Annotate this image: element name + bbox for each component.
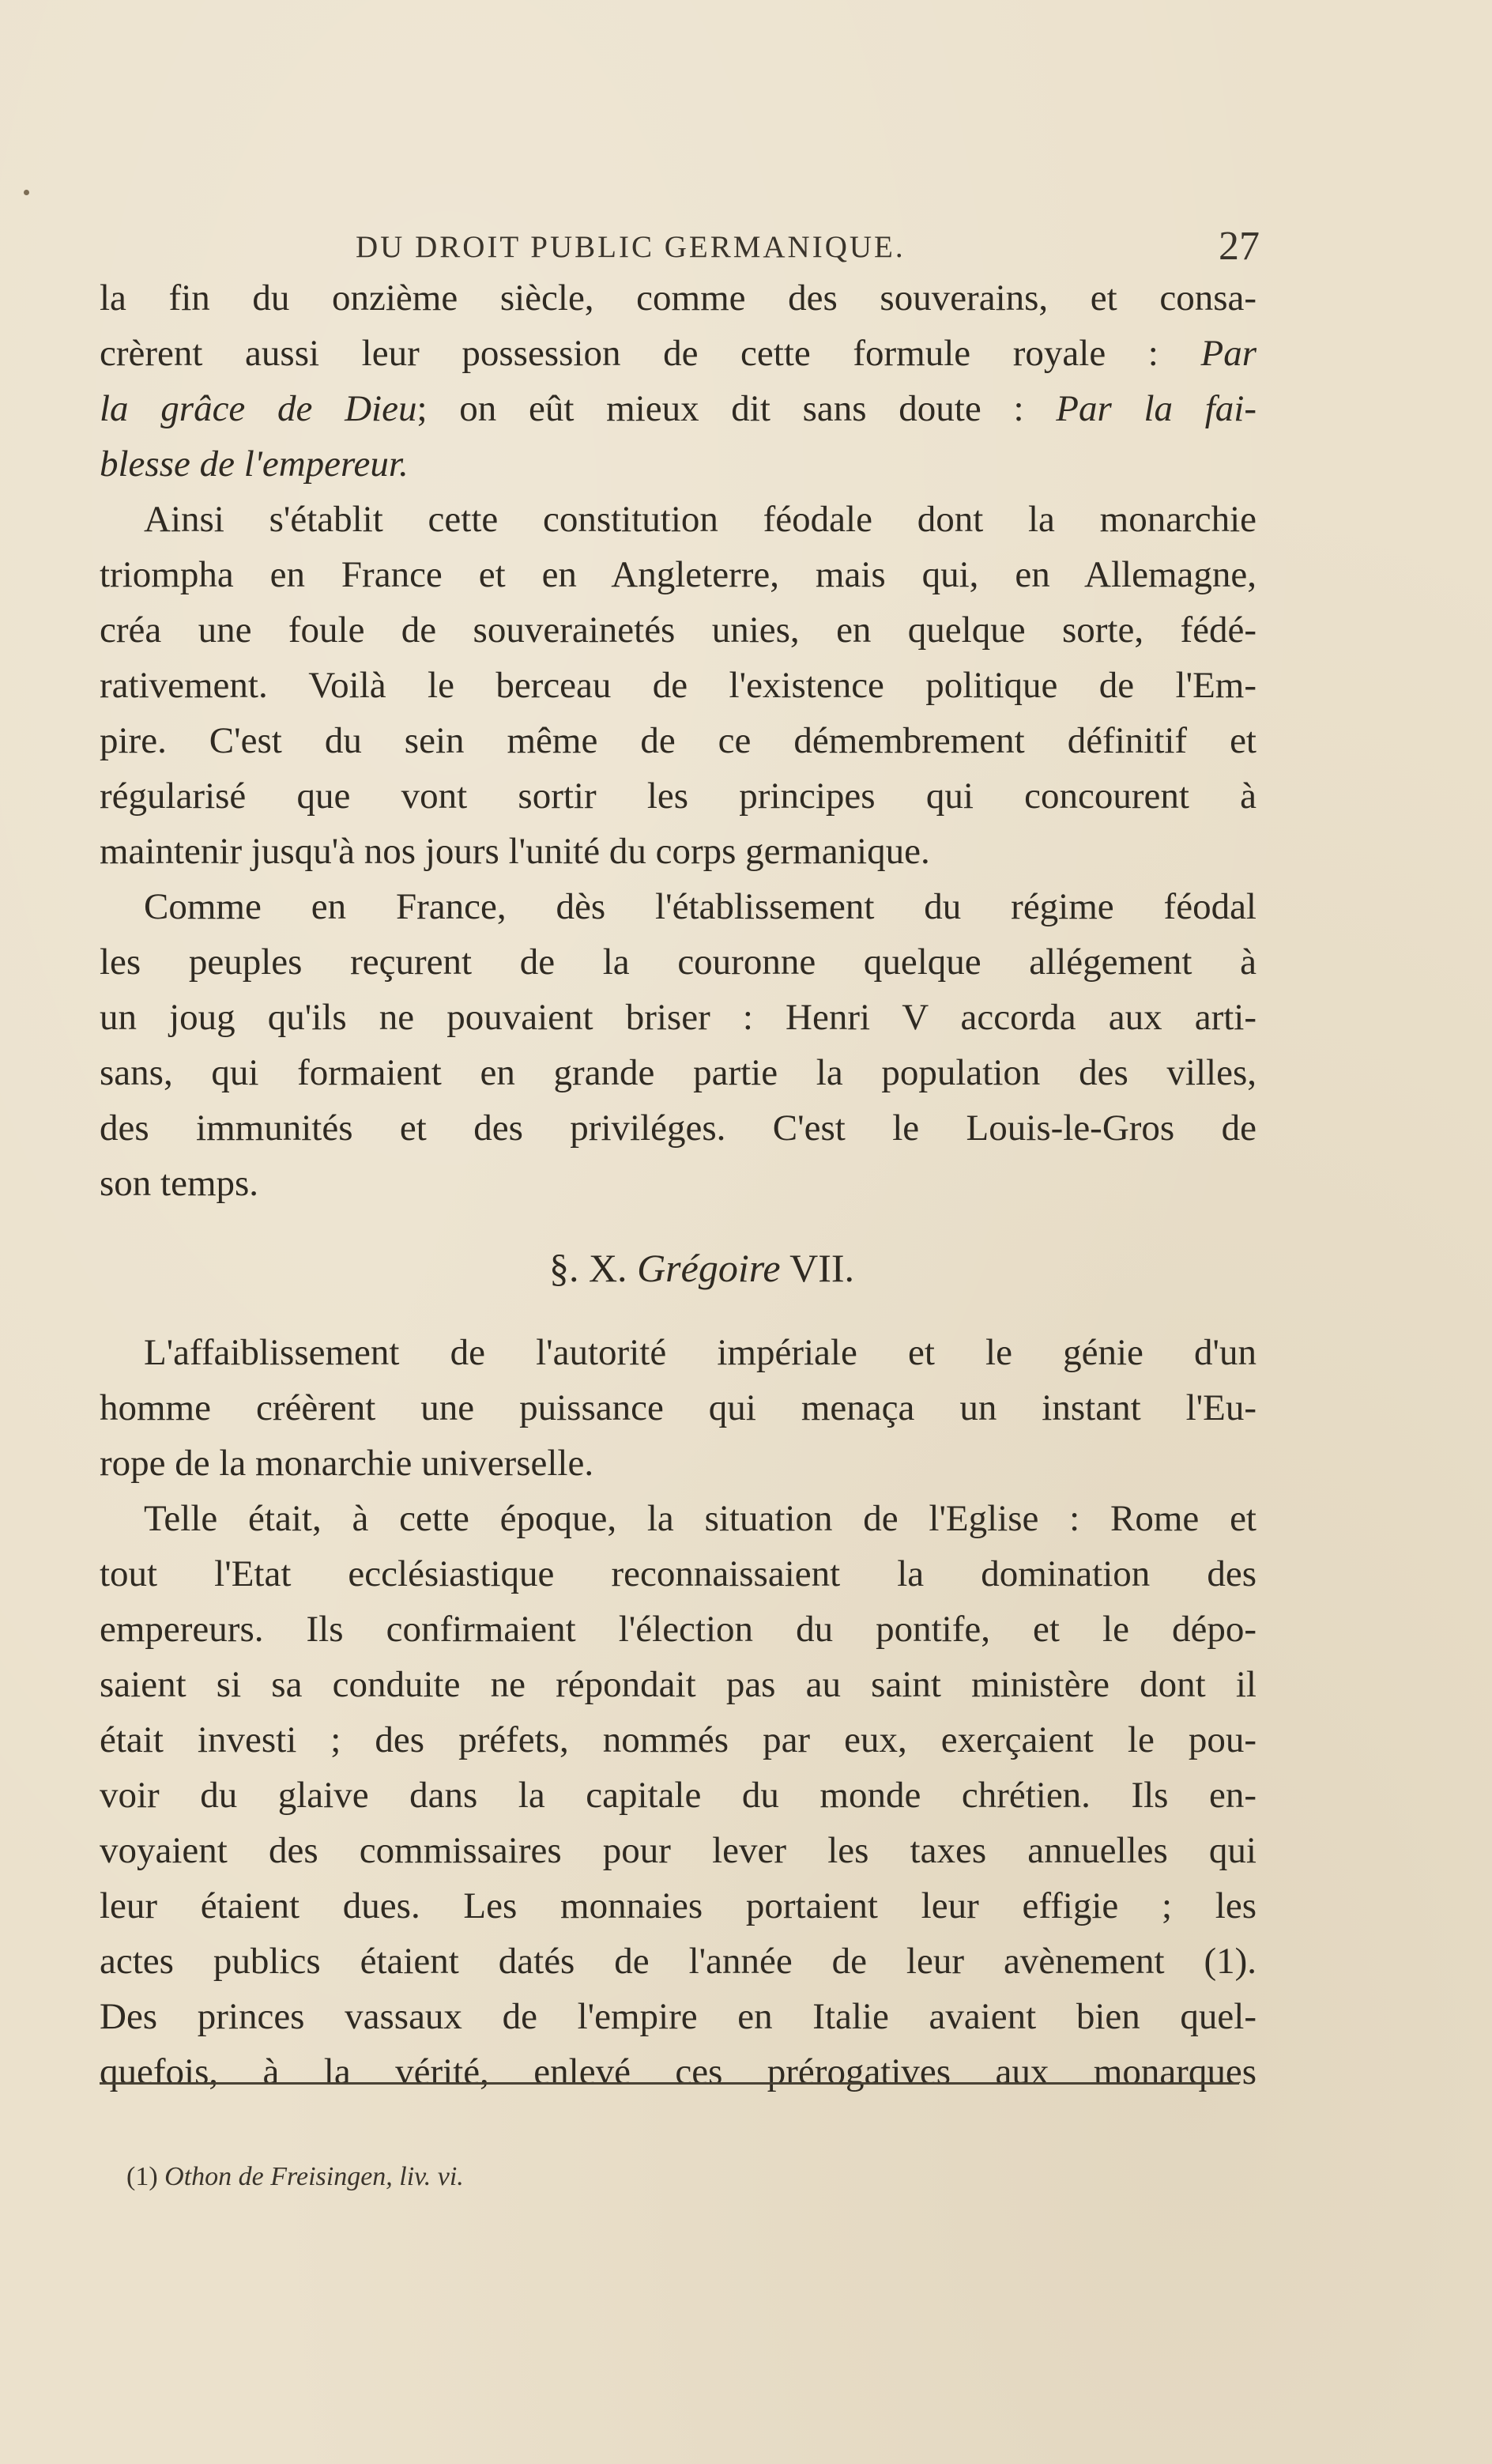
text-line: la fin du onzième siècle, comme des souverains, et consa- [100, 277, 1257, 319]
text-line: rativement. Voilà le berceau de l'existence politique de l'Em- [100, 665, 1257, 706]
text-line [100, 381, 1257, 436]
text-line [100, 326, 1257, 381]
text-line: son temps. [100, 1163, 259, 1204]
text-line: voir du glaive dans la capitale du monde chrétien. Ils en- [100, 1775, 1257, 1816]
text-line: un joug qu'ils ne pouvaient briser : Henri V accorda aux arti- [100, 997, 1257, 1038]
text-line: voyaient des commissaires pour lever les taxes annuelles qui [100, 1830, 1257, 1871]
italic-span: blesse de l'empereur. [100, 443, 409, 485]
text-line: créa une foule de souverainetés unies, en quelque sorte, fédé- [100, 609, 1257, 651]
text-line: quefois, à la vérité, enlevé ces prérogatives aux monarques [100, 2051, 1257, 2092]
text-line: des immunités et des priviléges. C'est le Louis-le-Gros de [100, 1107, 1257, 1149]
text-line: maintenir jusqu'à nos jours l'unité du corps germanique. [100, 831, 930, 872]
text-line: Des princes vassaux de l'empire en Italie avaient bien quel- [100, 1996, 1257, 2037]
italic-span: Par la fai- [1056, 388, 1257, 429]
text-line: Comme en France, dès l'établissement du régime féodal [144, 886, 1257, 927]
text-line: rope de la monarchie universelle. [100, 1443, 594, 1484]
footnote-text: Othon de Freisingen, liv. vi. [164, 2162, 464, 2191]
footnote-rule [100, 2082, 1239, 2085]
body-text [100, 270, 1257, 2100]
page-number: 27 [1219, 224, 1260, 269]
text-line: pire. C'est du sein même de ce démembrement définitif et [100, 720, 1257, 761]
text-line: homme créèrent une puissance qui menaça un instant l'Eu- [100, 1387, 1257, 1428]
paper-speck [24, 190, 29, 195]
text-line: saient si sa conduite ne répondait pas au saint ministère dont il [100, 1664, 1257, 1705]
text-line: empereurs. Ils confirmaient l'élection du pontife, et le dépo- [100, 1609, 1257, 1650]
text-span: crèrent aussi leur possession de cette formule royale : [100, 333, 1159, 374]
text-line: sans, qui formaient en grande partie la population des villes, [100, 1052, 1257, 1093]
text-line: régularisé que vont sortir les principes qui concourent à [100, 775, 1257, 817]
text-span: ; on eût mieux dit sans doute : [416, 388, 1024, 429]
text-line: était investi ; des préfets, nommés par eux, exerçaient le pou- [100, 1719, 1257, 1760]
text-line: Telle était, à cette époque, la situation de l'Eglise : Rome et [144, 1498, 1257, 1539]
italic-span: Par [1200, 333, 1257, 374]
text-line: tout l'Etat ecclésiastique reconnaissaient la domination des [100, 1553, 1257, 1594]
section-heading [100, 1211, 1257, 1325]
text-line: triompha en France et en Angleterre, mais qui, en Allemagne, [100, 554, 1257, 595]
text-line [100, 436, 1257, 492]
italic-span: la grâce de Dieu [100, 388, 417, 429]
running-head [101, 220, 1271, 275]
text-line: L'affaiblissement de l'autorité impériale et le génie d'un [144, 1332, 1257, 1373]
footnote [126, 2162, 464, 2192]
footnote-marker: (1) [126, 2162, 158, 2191]
section-title: Grégoire [637, 1246, 781, 1290]
running-title: DU DROIT PUBLIC GERMANIQUE. [356, 230, 906, 264]
text-line: leur étaient dues. Les monnaies portaient leur effigie ; les [100, 1885, 1257, 1926]
text-line: actes publics étaient datés de l'année de leur avènement (1). [100, 1941, 1257, 1982]
text-line: les peuples reçurent de la couronne quelque allégement à [100, 941, 1257, 983]
text-line: Ainsi s'établit cette constitution féodale dont la monarchie [144, 499, 1257, 540]
section-number: §. X. [548, 1246, 627, 1290]
section-roman: VII. [789, 1246, 855, 1290]
